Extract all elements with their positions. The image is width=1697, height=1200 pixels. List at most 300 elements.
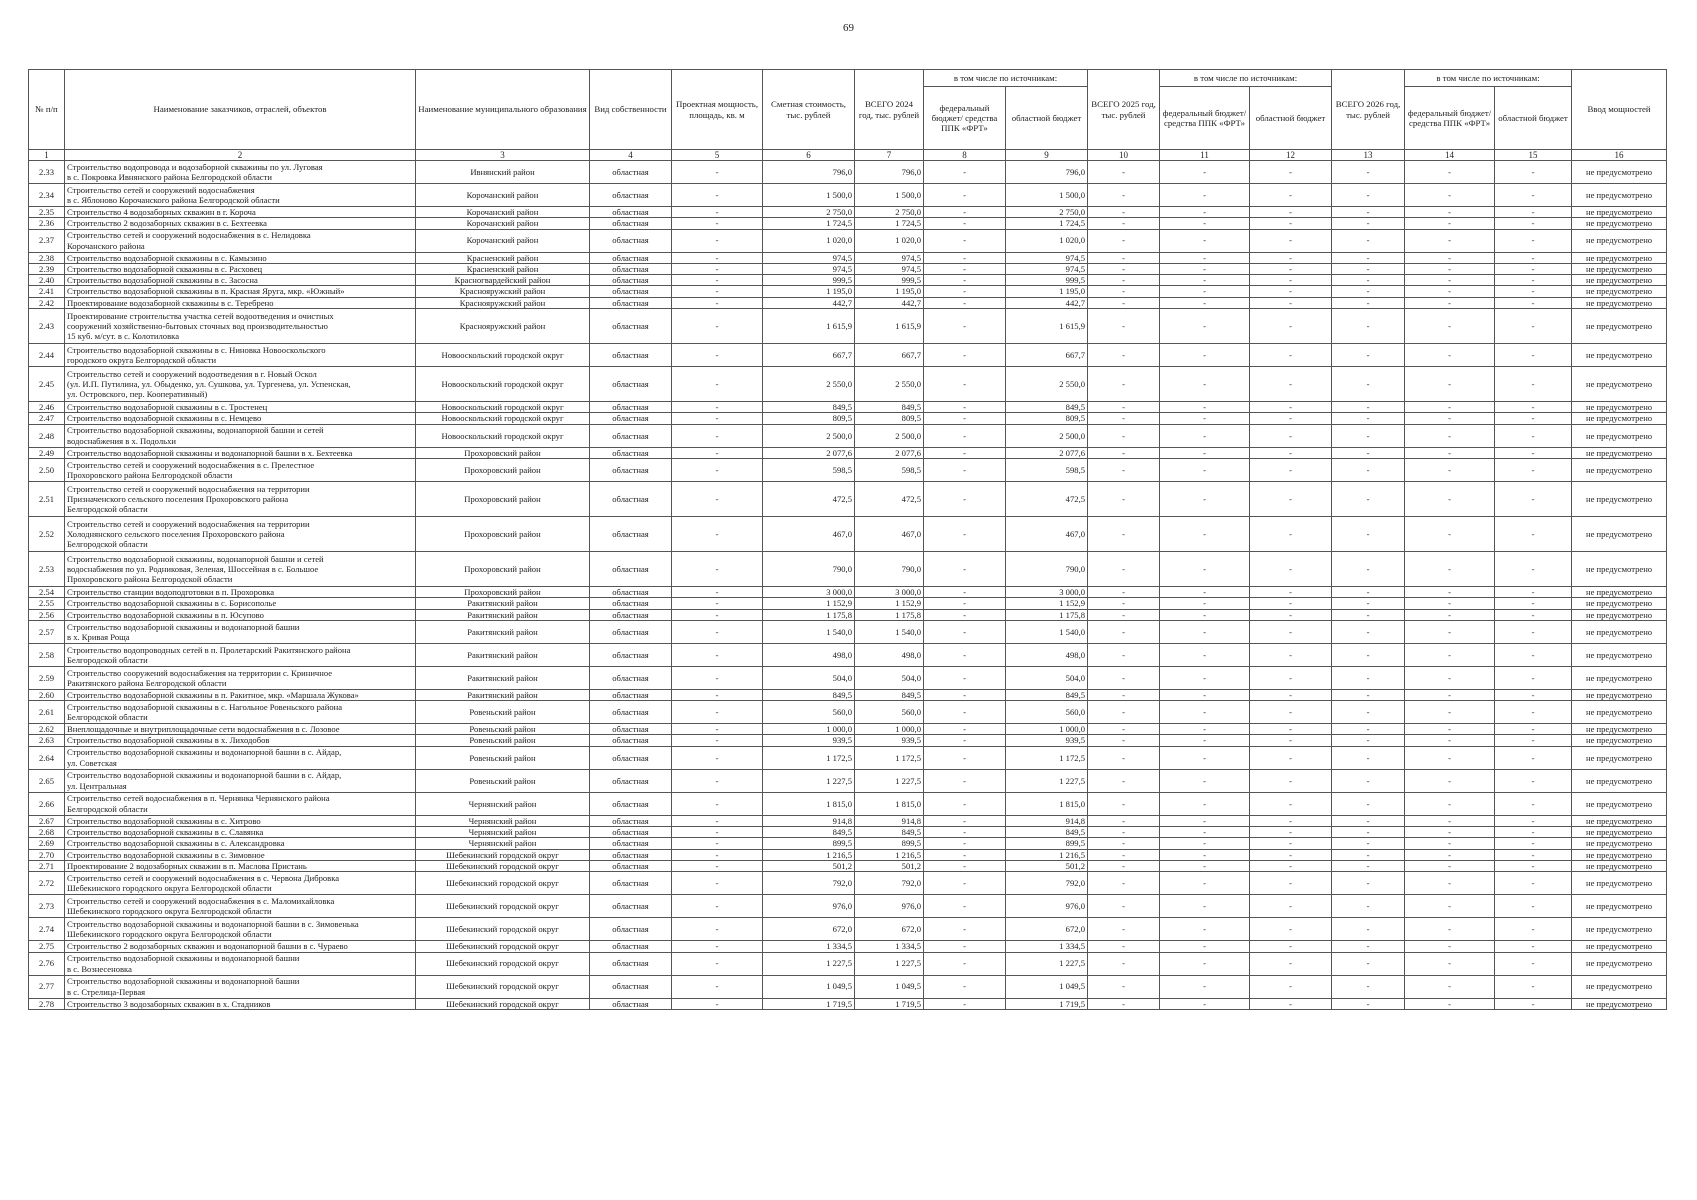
row-total-2025: - xyxy=(1088,827,1160,838)
row-name-line: Строительство сетей и сооружений водоснабжения в с. Червона Дибровка xyxy=(67,872,340,883)
row-name-line: Строительство водозаборной скважины и водонапорной башни xyxy=(67,621,300,632)
row-estimated-cost: 974,5 xyxy=(763,252,855,263)
row-municipality: Ракитянский район xyxy=(416,598,590,609)
row-capacity-input: не предусмотрено xyxy=(1572,184,1667,207)
table-row xyxy=(29,975,1667,998)
row-capacity: - xyxy=(672,184,763,207)
row-ownership: областная xyxy=(590,860,672,871)
row-municipality: Ракитянский район xyxy=(416,689,590,700)
table-row xyxy=(29,701,1667,724)
row-federal-2024: - xyxy=(924,481,1006,516)
row-regional-2024: 672,0 xyxy=(1006,918,1088,941)
table-header xyxy=(29,70,1667,161)
row-total-2024: 498,0 xyxy=(855,643,924,666)
col-number: 9 xyxy=(1006,150,1088,161)
row-federal-2026: - xyxy=(1405,229,1495,252)
row-regional-2024: 939,5 xyxy=(1006,735,1088,746)
row-ownership: областная xyxy=(590,701,672,724)
row-regional-2024: 849,5 xyxy=(1006,402,1088,413)
row-estimated-cost: 974,5 xyxy=(763,263,855,274)
row-federal-2026: - xyxy=(1405,769,1495,792)
row-name xyxy=(65,286,416,297)
table-row xyxy=(29,184,1667,207)
row-municipality: Ровеньский район xyxy=(416,769,590,792)
row-municipality: Шебекинский городской округ xyxy=(416,918,590,941)
row-number: 2.50 xyxy=(29,458,65,481)
row-federal-2025: - xyxy=(1160,402,1250,413)
row-name-line: водоснабжения по ул. Родниковая, Зеленая, Шоссейная в с. Большое xyxy=(67,563,319,574)
col-number: 5 xyxy=(672,150,763,161)
header-total-2026: ВСЕГО 2026 год, тыс. рублей xyxy=(1332,70,1405,150)
row-regional-2026: - xyxy=(1495,413,1572,424)
row-federal-2026: - xyxy=(1405,516,1495,551)
row-name xyxy=(65,792,416,815)
row-number: 2.65 xyxy=(29,769,65,792)
row-regional-2024: 976,0 xyxy=(1006,895,1088,918)
row-estimated-cost: 849,5 xyxy=(763,689,855,700)
row-capacity-input: не предусмотрено xyxy=(1572,402,1667,413)
row-ownership: областная xyxy=(590,689,672,700)
row-name-line: Прохоровского района Белгородской области xyxy=(67,574,233,585)
row-total-2024: 1 815,0 xyxy=(855,792,924,815)
row-federal-2025: - xyxy=(1160,701,1250,724)
row-number: 2.54 xyxy=(29,586,65,597)
row-capacity: - xyxy=(672,746,763,769)
row-total-2025: - xyxy=(1088,424,1160,447)
row-total-2024: 1 719,5 xyxy=(855,998,924,1009)
row-capacity-input: не предусмотрено xyxy=(1572,815,1667,826)
row-total-2025: - xyxy=(1088,689,1160,700)
row-estimated-cost: 1 172,5 xyxy=(763,746,855,769)
row-estimated-cost: 504,0 xyxy=(763,666,855,689)
row-capacity-input: не предусмотрено xyxy=(1572,769,1667,792)
row-total-2025: - xyxy=(1088,309,1160,344)
row-name xyxy=(65,481,416,516)
row-number: 2.40 xyxy=(29,275,65,286)
row-estimated-cost: 939,5 xyxy=(763,735,855,746)
row-ownership: областная xyxy=(590,952,672,975)
row-total-2026: - xyxy=(1332,402,1405,413)
row-number: 2.77 xyxy=(29,975,65,998)
row-total-2026: - xyxy=(1332,724,1405,735)
table-row xyxy=(29,849,1667,860)
row-regional-2026: - xyxy=(1495,643,1572,666)
table-row xyxy=(29,895,1667,918)
table-body xyxy=(29,161,1667,1010)
row-name-line: Строительство водозаборной скважины в х. Лиходобов xyxy=(67,735,270,746)
row-capacity: - xyxy=(672,815,763,826)
row-total-2024: 472,5 xyxy=(855,481,924,516)
row-federal-2024: - xyxy=(924,286,1006,297)
row-regional-2025: - xyxy=(1250,689,1332,700)
row-total-2026: - xyxy=(1332,701,1405,724)
row-ownership: областная xyxy=(590,229,672,252)
table-row xyxy=(29,666,1667,689)
row-municipality: Новооскольский городской округ xyxy=(416,424,590,447)
row-regional-2024: 974,5 xyxy=(1006,263,1088,274)
row-number: 2.75 xyxy=(29,941,65,952)
row-ownership: областная xyxy=(590,598,672,609)
row-name-line: Строительство водопроводных сетей в п. Пролетарский Ракитянского района xyxy=(67,644,351,655)
row-name-line: (ул. И.П. Путилина, ул. Обыденко, ул. Сушкова, ул. Тургенева, ул. Успенская, xyxy=(67,378,351,389)
row-name-line: городского округа Белгородской области xyxy=(67,355,217,366)
row-regional-2025: - xyxy=(1250,724,1332,735)
row-total-2024: 1 020,0 xyxy=(855,229,924,252)
row-estimated-cost: 501,2 xyxy=(763,860,855,871)
row-capacity: - xyxy=(672,941,763,952)
header-sources-2025: в том числе по источникам: xyxy=(1160,70,1332,87)
row-total-2025: - xyxy=(1088,286,1160,297)
row-capacity-input: не предусмотрено xyxy=(1572,367,1667,402)
row-regional-2026: - xyxy=(1495,746,1572,769)
header-sources-2026: в том числе по источникам: xyxy=(1405,70,1572,87)
table-row xyxy=(29,792,1667,815)
row-federal-2026: - xyxy=(1405,941,1495,952)
row-regional-2025: - xyxy=(1250,952,1332,975)
row-capacity: - xyxy=(672,860,763,871)
row-federal-2025: - xyxy=(1160,620,1250,643)
row-name xyxy=(65,689,416,700)
row-total-2024: 442,7 xyxy=(855,297,924,308)
row-number: 2.49 xyxy=(29,447,65,458)
row-federal-2025: - xyxy=(1160,458,1250,481)
table-row xyxy=(29,229,1667,252)
col-number: 16 xyxy=(1572,150,1667,161)
row-municipality: Шебекинский городской округ xyxy=(416,895,590,918)
row-total-2024: 796,0 xyxy=(855,161,924,184)
row-total-2024: 2 500,0 xyxy=(855,424,924,447)
row-total-2024: 667,7 xyxy=(855,344,924,367)
table-row xyxy=(29,724,1667,735)
row-federal-2024: - xyxy=(924,735,1006,746)
row-federal-2025: - xyxy=(1160,424,1250,447)
row-number: 2.38 xyxy=(29,252,65,263)
row-estimated-cost: 1 049,5 xyxy=(763,975,855,998)
row-capacity: - xyxy=(672,735,763,746)
row-federal-2025: - xyxy=(1160,815,1250,826)
row-name xyxy=(65,952,416,975)
row-regional-2026: - xyxy=(1495,458,1572,481)
row-total-2024: 1 175,8 xyxy=(855,609,924,620)
row-regional-2026: - xyxy=(1495,481,1572,516)
row-name-line: Призначенского сельского поселения Прохоровского района xyxy=(67,493,289,504)
row-total-2024: 974,5 xyxy=(855,252,924,263)
row-total-2025: - xyxy=(1088,941,1160,952)
row-capacity: - xyxy=(672,516,763,551)
row-federal-2025: - xyxy=(1160,746,1250,769)
row-regional-2024: 999,5 xyxy=(1006,275,1088,286)
row-estimated-cost: 849,5 xyxy=(763,827,855,838)
row-regional-2024: 560,0 xyxy=(1006,701,1088,724)
row-number: 2.56 xyxy=(29,609,65,620)
row-name xyxy=(65,252,416,263)
row-regional-2025: - xyxy=(1250,447,1332,458)
row-estimated-cost: 1 216,5 xyxy=(763,849,855,860)
row-federal-2024: - xyxy=(924,643,1006,666)
table-row xyxy=(29,769,1667,792)
table-row xyxy=(29,872,1667,895)
row-total-2026: - xyxy=(1332,229,1405,252)
row-federal-2025: - xyxy=(1160,481,1250,516)
row-municipality: Краснояружский район xyxy=(416,309,590,344)
row-total-2024: 598,5 xyxy=(855,458,924,481)
row-municipality: Корочанский район xyxy=(416,207,590,218)
row-name xyxy=(65,827,416,838)
row-estimated-cost: 672,0 xyxy=(763,918,855,941)
row-name-line: Белгородской области xyxy=(67,712,148,723)
row-capacity: - xyxy=(672,252,763,263)
row-federal-2024: - xyxy=(924,701,1006,724)
row-capacity: - xyxy=(672,367,763,402)
row-estimated-cost: 1 020,0 xyxy=(763,229,855,252)
row-federal-2024: - xyxy=(924,918,1006,941)
row-federal-2024: - xyxy=(924,815,1006,826)
row-federal-2024: - xyxy=(924,860,1006,871)
row-estimated-cost: 1 615,9 xyxy=(763,309,855,344)
table-row xyxy=(29,367,1667,402)
row-name xyxy=(65,413,416,424)
row-capacity-input: не предусмотрено xyxy=(1572,252,1667,263)
row-estimated-cost: 899,5 xyxy=(763,838,855,849)
row-regional-2024: 1 152,9 xyxy=(1006,598,1088,609)
row-capacity: - xyxy=(672,701,763,724)
row-federal-2025: - xyxy=(1160,792,1250,815)
row-regional-2024: 2 500,0 xyxy=(1006,424,1088,447)
row-total-2025: - xyxy=(1088,458,1160,481)
row-name-line: Строительство водозаборной скважины и водонапорной башни в с. Айдар, xyxy=(67,770,342,781)
row-capacity: - xyxy=(672,849,763,860)
row-name xyxy=(65,297,416,308)
row-municipality: Чернянский район xyxy=(416,827,590,838)
row-total-2024: 1 540,0 xyxy=(855,620,924,643)
row-capacity-input: не предусмотрено xyxy=(1572,413,1667,424)
row-federal-2026: - xyxy=(1405,998,1495,1009)
row-number: 2.35 xyxy=(29,207,65,218)
row-total-2024: 504,0 xyxy=(855,666,924,689)
row-estimated-cost: 1 195,0 xyxy=(763,286,855,297)
row-capacity: - xyxy=(672,792,763,815)
row-federal-2025: - xyxy=(1160,263,1250,274)
row-municipality: Шебекинский городской округ xyxy=(416,941,590,952)
row-total-2026: - xyxy=(1332,849,1405,860)
row-number: 2.53 xyxy=(29,551,65,586)
row-name-line: Строительство сетей и сооружений водоснабжения в с. Маломихайловка xyxy=(67,895,335,906)
row-total-2026: - xyxy=(1332,998,1405,1009)
row-capacity-input: не предусмотрено xyxy=(1572,344,1667,367)
row-capacity: - xyxy=(672,918,763,941)
row-ownership: областная xyxy=(590,207,672,218)
row-federal-2025: - xyxy=(1160,297,1250,308)
row-regional-2025: - xyxy=(1250,344,1332,367)
row-total-2026: - xyxy=(1332,598,1405,609)
row-name xyxy=(65,975,416,998)
row-municipality: Новооскольский городской округ xyxy=(416,367,590,402)
table-row xyxy=(29,263,1667,274)
row-regional-2026: - xyxy=(1495,620,1572,643)
row-federal-2026: - xyxy=(1405,952,1495,975)
row-federal-2024: - xyxy=(924,309,1006,344)
row-regional-2024: 1 334,5 xyxy=(1006,941,1088,952)
row-ownership: областная xyxy=(590,724,672,735)
row-federal-2025: - xyxy=(1160,447,1250,458)
row-name-line: Внеплощадочные и внутриплощадочные сети водоснабжения в с. Лозовое xyxy=(67,724,340,735)
col-number: 12 xyxy=(1250,150,1332,161)
row-federal-2024: - xyxy=(924,952,1006,975)
row-capacity: - xyxy=(672,286,763,297)
row-name-line: Строительство водозаборной скважины в с. Засосна xyxy=(67,275,258,286)
row-total-2026: - xyxy=(1332,344,1405,367)
row-name-line: в с. Стрелица-Первая xyxy=(67,986,146,997)
row-regional-2024: 914,8 xyxy=(1006,815,1088,826)
row-regional-2026: - xyxy=(1495,275,1572,286)
row-total-2026: - xyxy=(1332,184,1405,207)
row-regional-2024: 809,5 xyxy=(1006,413,1088,424)
table-row xyxy=(29,161,1667,184)
row-capacity-input: не предусмотрено xyxy=(1572,516,1667,551)
row-municipality: Корочанский район xyxy=(416,229,590,252)
row-total-2024: 974,5 xyxy=(855,263,924,274)
row-federal-2024: - xyxy=(924,367,1006,402)
row-name-line: Строительство станции водоподготовки в п. Прохоровка xyxy=(67,586,275,597)
row-regional-2026: - xyxy=(1495,297,1572,308)
row-name-line: Строительство водозаборной скважины и водонапорной башни в с. Айдар, xyxy=(67,747,342,758)
row-name xyxy=(65,609,416,620)
row-federal-2025: - xyxy=(1160,551,1250,586)
row-regional-2026: - xyxy=(1495,184,1572,207)
row-number: 2.36 xyxy=(29,218,65,229)
row-regional-2025: - xyxy=(1250,297,1332,308)
row-capacity: - xyxy=(672,447,763,458)
row-number: 2.72 xyxy=(29,872,65,895)
row-capacity: - xyxy=(672,643,763,666)
row-federal-2024: - xyxy=(924,184,1006,207)
header-regional-2024: областной бюджет xyxy=(1006,87,1088,150)
row-federal-2025: - xyxy=(1160,207,1250,218)
row-total-2026: - xyxy=(1332,918,1405,941)
row-ownership: областная xyxy=(590,458,672,481)
row-estimated-cost: 999,5 xyxy=(763,275,855,286)
row-total-2024: 1 000,0 xyxy=(855,724,924,735)
row-federal-2026: - xyxy=(1405,724,1495,735)
col-number: 2 xyxy=(65,150,416,161)
row-estimated-cost: 809,5 xyxy=(763,413,855,424)
row-total-2024: 560,0 xyxy=(855,701,924,724)
row-federal-2026: - xyxy=(1405,895,1495,918)
row-number: 2.45 xyxy=(29,367,65,402)
row-total-2026: - xyxy=(1332,838,1405,849)
row-federal-2025: - xyxy=(1160,735,1250,746)
row-total-2025: - xyxy=(1088,666,1160,689)
row-total-2025: - xyxy=(1088,252,1160,263)
row-name-line: Шебекинского городского округа Белгородской области xyxy=(67,906,272,917)
header-capacity-input: Ввод мощностей xyxy=(1572,70,1667,150)
row-name-line: Проектирование 2 водозаборных скважин в п. Маслова Пристань xyxy=(67,860,307,871)
row-regional-2024: 1 216,5 xyxy=(1006,849,1088,860)
row-number: 2.73 xyxy=(29,895,65,918)
row-federal-2026: - xyxy=(1405,689,1495,700)
row-federal-2024: - xyxy=(924,218,1006,229)
row-federal-2025: - xyxy=(1160,724,1250,735)
row-name-line: в х. Кривая Роща xyxy=(67,631,130,642)
row-federal-2025: - xyxy=(1160,598,1250,609)
row-total-2024: 849,5 xyxy=(855,402,924,413)
row-total-2025: - xyxy=(1088,297,1160,308)
row-number: 2.41 xyxy=(29,286,65,297)
row-capacity: - xyxy=(672,297,763,308)
row-regional-2025: - xyxy=(1250,586,1332,597)
row-total-2024: 1 500,0 xyxy=(855,184,924,207)
row-total-2026: - xyxy=(1332,643,1405,666)
row-federal-2025: - xyxy=(1160,367,1250,402)
row-regional-2025: - xyxy=(1250,827,1332,838)
row-capacity-input: не предусмотрено xyxy=(1572,229,1667,252)
row-municipality: Шебекинский городской округ xyxy=(416,849,590,860)
row-regional-2024: 467,0 xyxy=(1006,516,1088,551)
row-ownership: областная xyxy=(590,481,672,516)
row-name xyxy=(65,849,416,860)
row-capacity: - xyxy=(672,598,763,609)
row-estimated-cost: 1 540,0 xyxy=(763,620,855,643)
row-capacity: - xyxy=(672,207,763,218)
row-federal-2026: - xyxy=(1405,827,1495,838)
row-total-2024: 1 152,9 xyxy=(855,598,924,609)
row-ownership: областная xyxy=(590,252,672,263)
row-total-2025: - xyxy=(1088,872,1160,895)
row-total-2024: 1 615,9 xyxy=(855,309,924,344)
row-regional-2024: 1 719,5 xyxy=(1006,998,1088,1009)
row-name xyxy=(65,895,416,918)
row-total-2025: - xyxy=(1088,263,1160,274)
row-regional-2024: 899,5 xyxy=(1006,838,1088,849)
row-total-2026: - xyxy=(1332,815,1405,826)
row-federal-2024: - xyxy=(924,689,1006,700)
row-municipality: Ракитянский район xyxy=(416,609,590,620)
row-total-2024: 3 000,0 xyxy=(855,586,924,597)
row-regional-2024: 1 540,0 xyxy=(1006,620,1088,643)
row-municipality: Чернянский район xyxy=(416,792,590,815)
row-capacity: - xyxy=(672,309,763,344)
row-name xyxy=(65,666,416,689)
row-total-2024: 1 216,5 xyxy=(855,849,924,860)
table-row xyxy=(29,402,1667,413)
row-regional-2025: - xyxy=(1250,701,1332,724)
row-estimated-cost: 472,5 xyxy=(763,481,855,516)
header-estimated-cost: Сметная стоимость, тыс. рублей xyxy=(763,70,855,150)
row-federal-2025: - xyxy=(1160,998,1250,1009)
row-name-line: Строительство водозаборной скважины и водонапорной башни в х. Бехтеевка xyxy=(67,447,353,458)
row-regional-2024: 1 195,0 xyxy=(1006,286,1088,297)
row-regional-2025: - xyxy=(1250,263,1332,274)
header-regional-2026: областной бюджет xyxy=(1495,87,1572,150)
row-total-2026: - xyxy=(1332,516,1405,551)
row-capacity-input: не предусмотрено xyxy=(1572,666,1667,689)
col-number: 3 xyxy=(416,150,590,161)
row-ownership: областная xyxy=(590,975,672,998)
row-federal-2025: - xyxy=(1160,309,1250,344)
row-regional-2026: - xyxy=(1495,952,1572,975)
row-federal-2026: - xyxy=(1405,263,1495,274)
row-regional-2025: - xyxy=(1250,424,1332,447)
row-estimated-cost: 667,7 xyxy=(763,344,855,367)
row-name-line: Белгородской области xyxy=(67,654,148,665)
row-municipality: Красненский район xyxy=(416,263,590,274)
row-estimated-cost: 914,8 xyxy=(763,815,855,826)
row-total-2025: - xyxy=(1088,551,1160,586)
table-row xyxy=(29,286,1667,297)
row-number: 2.74 xyxy=(29,918,65,941)
row-name-line: Строительство водозаборной скважины в с. Тростенец xyxy=(67,402,268,413)
row-municipality: Ровеньский район xyxy=(416,735,590,746)
